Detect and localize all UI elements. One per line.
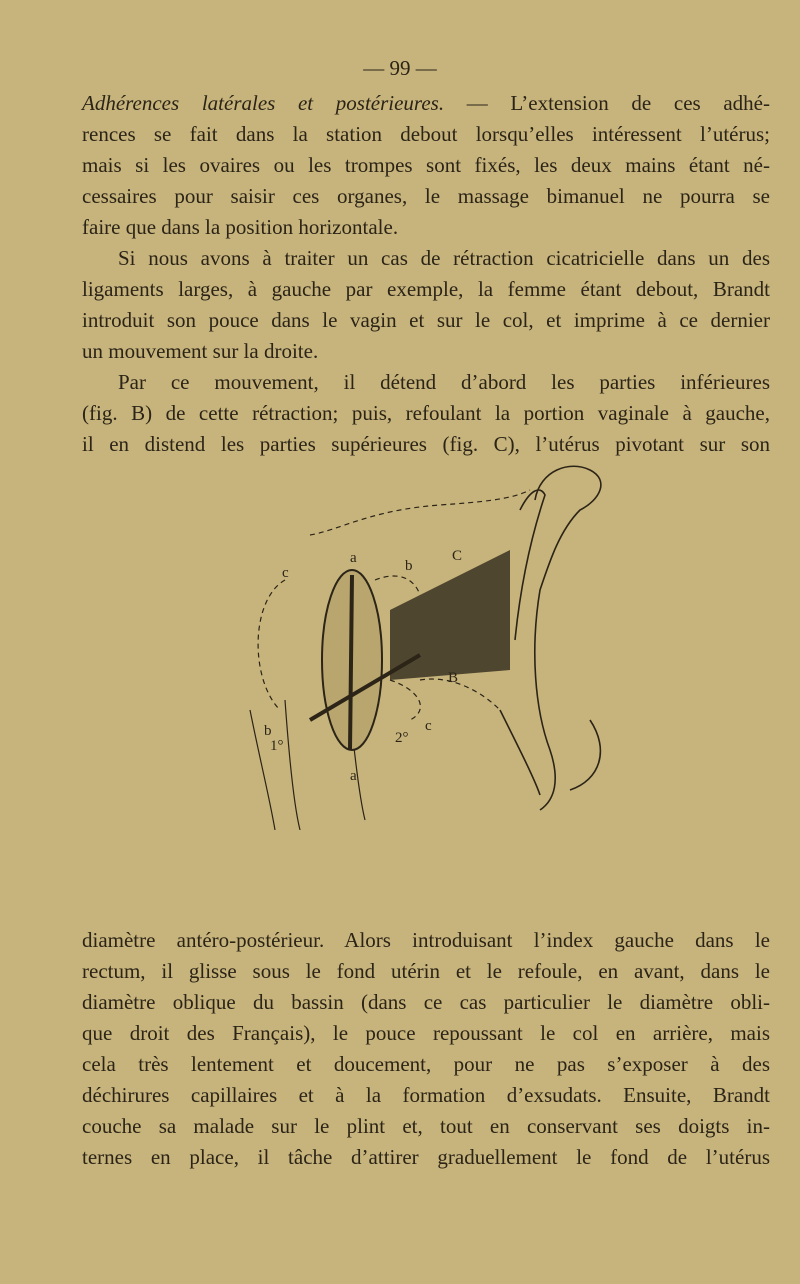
dashed-contour	[420, 679, 500, 710]
uterus-axis	[350, 575, 352, 750]
text-line: cela très lentement et doucement, pour ne pas s’exposer à des	[82, 1052, 770, 1076]
paragraph-bottom	[82, 925, 770, 1173]
paragraph-top-1	[82, 88, 770, 243]
text-line: diamètre oblique du bassin (dans ce cas particulier le diamètre obli-	[82, 990, 770, 1014]
figure-label: 1°	[270, 738, 284, 754]
text-line: — L’extension de ces adhé-	[444, 91, 770, 115]
pelvic-outline	[535, 466, 601, 810]
text-line: un mouvement sur la droite.	[82, 339, 319, 363]
figure-label: c	[425, 718, 432, 734]
text-line: que droit des Français), le pouce repoussant le col en arrière, mais	[82, 1021, 770, 1045]
text-line: mais si les ovaires ou les trompes sont fixés, les deux mains étant né-	[82, 153, 770, 177]
dashed-contour	[310, 490, 530, 535]
anatomical-figure	[190, 450, 750, 830]
figure-label: 2°	[395, 730, 409, 746]
dashed-contour	[258, 580, 285, 710]
section-heading: Adhérences latérales et postérieures.	[82, 91, 445, 115]
paragraph-top-3	[82, 367, 770, 460]
pelvic-outline	[570, 720, 600, 790]
text-line: rectum, il glisse sous le fond utérin et le refoule, en avant, dans le	[82, 959, 770, 983]
text-line: il en distend les parties supérieures (fig. C), l’utérus pivotant sur son	[82, 432, 770, 456]
text-line: faire que dans la position horizontale.	[82, 215, 399, 239]
text-line: cessaires pour saisir ces organes, le massage bimanuel ne pourra se	[82, 184, 770, 208]
text-line: rences se fait dans la station debout lorsqu’elles intéressent l’utérus;	[82, 122, 770, 146]
dashed-contour	[375, 576, 420, 595]
text-line: (fig. B) de cette rétraction; puis, refoulant la portion vaginale à gauche,	[82, 401, 770, 425]
text-line: couche sa malade sur le plint et, tout en conservant ses doigts in-	[82, 1114, 770, 1138]
figure-label: b	[405, 558, 413, 574]
text-line: déchirures capillaires et à la formation d’exsudats. Ensuite, Brandt	[82, 1083, 770, 1107]
paragraph-top-2	[82, 243, 770, 367]
figure-label: B	[448, 670, 459, 686]
pelvic-outline	[500, 710, 540, 795]
figure-label: a	[350, 768, 357, 784]
pelvic-outline	[515, 490, 545, 640]
text-line: ligaments larges, à gauche par exemple, la femme étant debout, Brandt	[82, 277, 770, 301]
figure-label: a	[350, 550, 357, 566]
figure-label: c	[282, 565, 289, 581]
page-number: — 99 —	[363, 56, 437, 80]
figure-label: C	[452, 548, 463, 564]
finger-outline	[285, 700, 300, 830]
text-line: Par ce mouvement, il détend d’abord les parties inférieures	[118, 370, 770, 394]
figure-label: b	[264, 723, 272, 739]
text-line: introduit son pouce dans le vagin et sur le col, et imprime à ce dernier	[82, 308, 770, 332]
dashed-contour	[390, 680, 420, 720]
text-line: Si nous avons à traiter un cas de rétraction cicatricielle dans un des	[118, 246, 770, 270]
text-line: diamètre antéro-postérieur. Alors introduisant l’index gauche dans le	[82, 928, 770, 952]
text-line: ternes en place, il tâche d’attirer graduellement le fond de l’utérus	[82, 1145, 770, 1169]
